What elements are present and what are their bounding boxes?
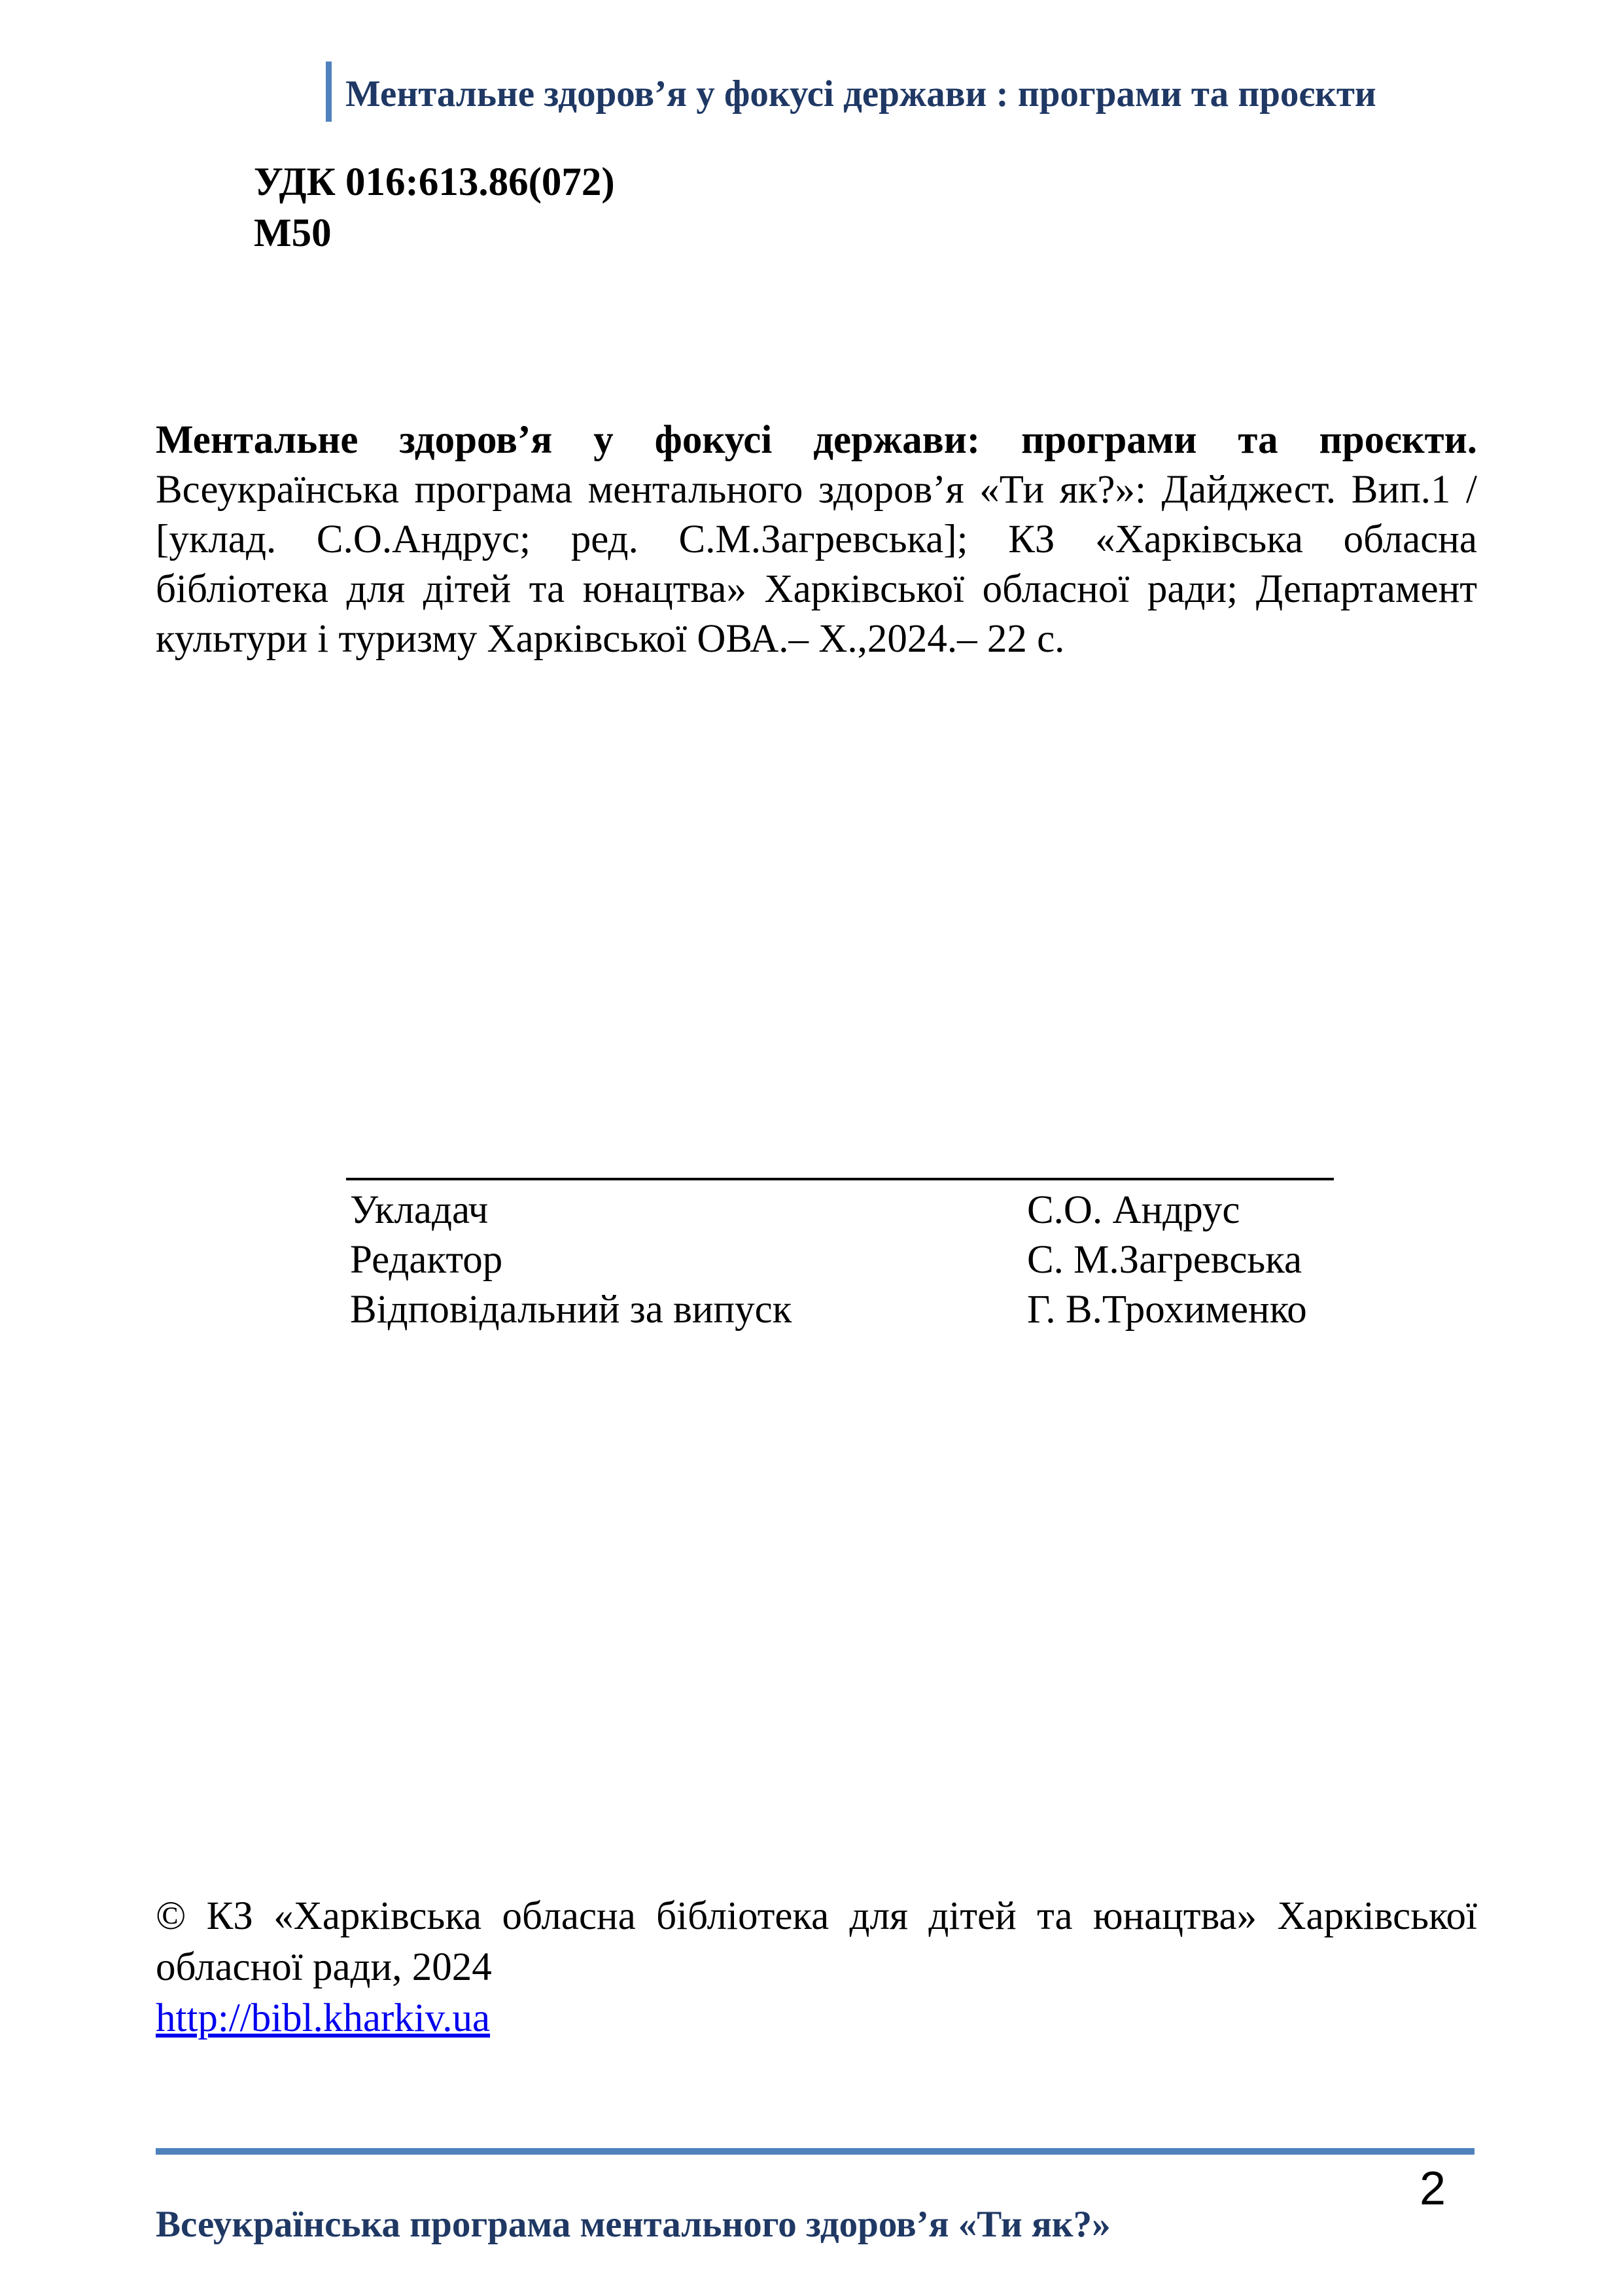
- copyright-text: © КЗ «Харківська обласна бібліотека для дітей та юнацтва» Харківської обласної ради, 2024: [156, 1894, 1477, 1989]
- website-link[interactable]: http://bibl.kharkiv.ua: [156, 1996, 491, 2040]
- credit-row: [350, 1186, 1307, 1235]
- udk-code: УДК 016:613.86(072): [254, 160, 615, 204]
- credit-name: Г. В.Трохименко: [1027, 1288, 1307, 1332]
- footer-rule: [156, 2148, 1475, 2155]
- credit-row: [350, 1235, 1307, 1285]
- copyright-block: [156, 1891, 1477, 2044]
- running-footer-title: Всеукраїнська програма ментального здоров’я «Ти як?»: [156, 2204, 1111, 2245]
- bibliographic-description: [156, 415, 1477, 664]
- bibliographic-details: Всеукраїнська програма ментального здоров’я «Ти як?»: Дайджест. Вип.1 / [уклад. С.О.Андрус; ред. С.М.Загревська]; КЗ «Харківська обласна бібліотека для дітей та юнацтва» Харківської обласної ради; Департамент культури і туризму Харківської ОВА.– Х.,2024.– 22 с.: [156, 468, 1477, 661]
- credit-role: Редактор: [350, 1238, 503, 1282]
- credit-name: С.О. Андрус: [1027, 1188, 1240, 1232]
- bibliographic-title: Ментальне здоров’я у фокусі держави: програми та проєкти.: [156, 418, 1477, 462]
- header-accent-bar: [326, 62, 332, 122]
- author-sign-code: М50: [254, 211, 332, 255]
- credit-name: С. М.Загревська: [1027, 1238, 1302, 1282]
- page-number: 2: [1420, 2163, 1446, 2215]
- credit-row: [350, 1285, 1307, 1335]
- credit-role: Укладач: [350, 1188, 489, 1232]
- credits-divider: [346, 1178, 1334, 1180]
- credits-block: [350, 1186, 1307, 1335]
- running-header-title: Ментальне здоров’я у фокусі держави : програми та проєкти: [345, 73, 1376, 115]
- credit-role: Відповідальний за випуск: [350, 1288, 792, 1332]
- classification-block: [254, 157, 615, 259]
